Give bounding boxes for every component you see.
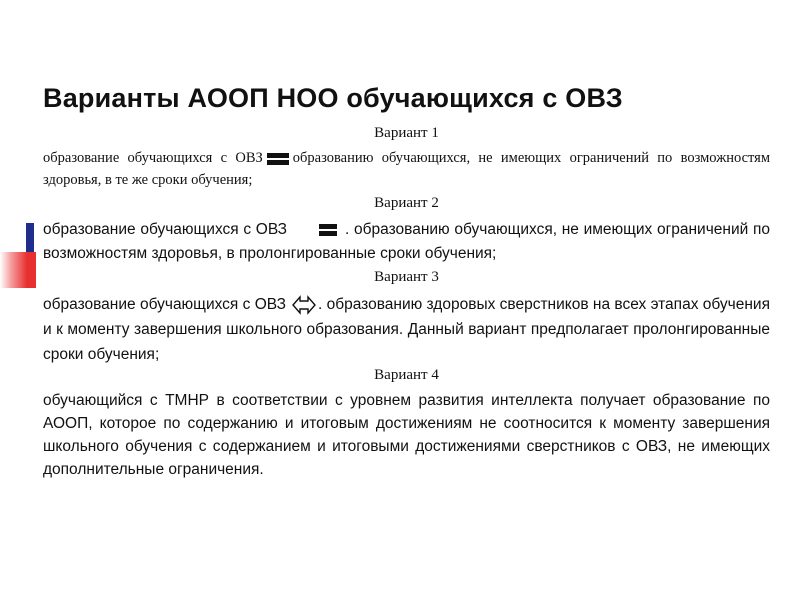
slide-title: Варианты АООП НОО обучающихся с ОВЗ: [43, 83, 623, 113]
variant-4-text: обучающийся с ТМНР в соответствии с уровнем развития интеллекта получает образование по АООП, которое по содержанию и итоговым достижениям не соотносится к моменту завершения школьного обучения с содержанием и итоговыми достижениями сверстников с ОВЗ, не имеющих дополнительные ограничения.: [43, 392, 770, 478]
variant-1-heading: Вариант 1: [374, 125, 439, 141]
variant-2-heading: Вариант 2: [374, 195, 439, 211]
variant-2-text-before: образование обучающихся с ОВЗ: [43, 221, 288, 238]
variant-2-text: [43, 218, 770, 266]
variant-3-heading: Вариант 3: [374, 269, 439, 285]
variant-3-text: [43, 292, 770, 367]
variant-1-text-after: образованию обучающихся, не имеющих ограничений по возможностям здоровья, в те же сроки обучения;: [43, 150, 771, 188]
variant-1-text-before: образование обучающихся с ОВЗ: [43, 150, 263, 166]
variant-4-heading: Вариант 4: [374, 367, 439, 383]
equals-icon: [267, 152, 289, 166]
variant-2-text-after: . образованию обучающихся, не имеющих ограничений по возможностям здоровья, в пролонгированные сроки обучения;: [43, 221, 770, 262]
variant-3-text-after: . образованию здоровых сверстников на всех этапах обучения и к моменту завершения школьного образования. Данный вариант предполагает пролонгированные сроки обучения;: [43, 296, 770, 363]
decorative-red-square: [0, 252, 36, 288]
equals-icon: [319, 222, 337, 238]
left-right-arrow-icon: [292, 295, 316, 315]
variant-3-text-before: образование обучающихся с ОВЗ: [43, 296, 286, 313]
variant-1-text: [43, 147, 770, 191]
